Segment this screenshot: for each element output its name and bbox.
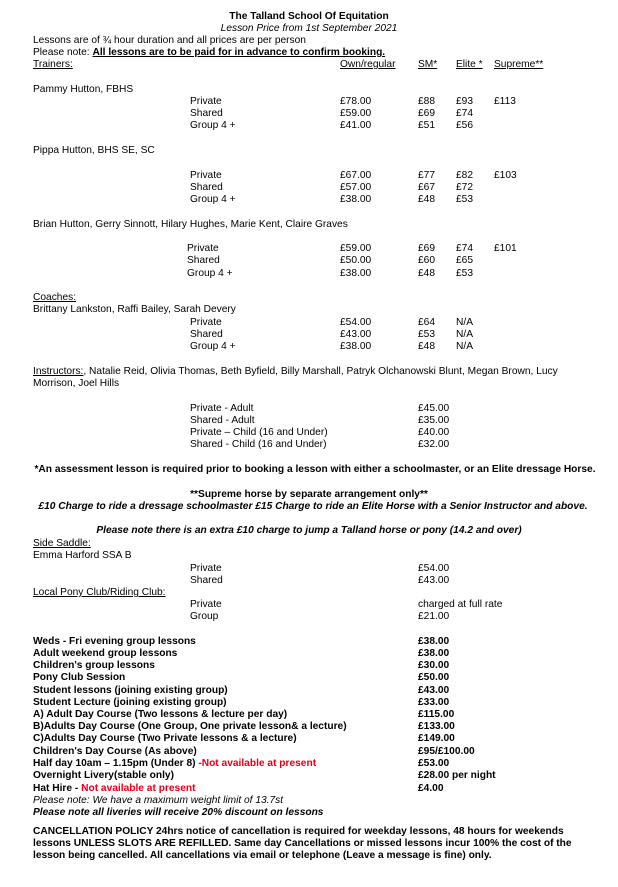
cancellation-policy: CANCELLATION POLICY 24hrs notice of cancellation is required for weekday lessons, 48 hours for weekends lessons UNLESS SLOTS ARE REFILLED. Same day Cancellations or missed lessons incur 100% the cost of the lesson being cancelled. All cancellations via email or telephone (Leave a message is fine) only.: [33, 826, 572, 861]
other-item-row: [33, 758, 316, 770]
price-elite: N/A: [456, 341, 473, 352]
price: charged at full rate: [418, 599, 503, 610]
lesson-type: Private: [190, 96, 222, 107]
price-elite: £53: [456, 268, 473, 279]
other-item-label: Adult weekend group lessons: [33, 648, 178, 659]
price-supreme: £101: [494, 243, 517, 254]
price-sm: £48: [418, 194, 435, 205]
assessment-note: *An assessment lesson is required prior to booking a lesson with either a schoolmaster, or an Elite dressage Horse.: [34, 464, 596, 475]
charges-note: £10 Charge to ride a dressage schoolmaster £15 Charge to ride an Elite Horse with a Senior Instructor and above.: [38, 501, 588, 512]
price-sm: £69: [418, 243, 435, 254]
other-item-price: £95/£100.00: [418, 746, 475, 757]
price-elite: £56: [456, 120, 473, 131]
jump-charge-note: Please note there is an extra £10 charge to jump a Talland horse or pony (14.2 and over): [96, 525, 522, 536]
other-item-label: B)Adults Day Course (One Group, One private lesson& a lecture): [33, 721, 347, 732]
other-item-label: Hat Hire -: [33, 783, 82, 794]
price-sm: £51: [418, 120, 435, 131]
supreme-note: **Supreme horse by separate arrangement only**: [190, 489, 428, 500]
col-own-regular: Own/regular: [340, 59, 396, 70]
other-item-price: £50.00: [418, 672, 450, 683]
price-sm: £48: [418, 268, 435, 279]
price: £45.00: [418, 403, 450, 414]
other-item-label: Children's Day Course (As above): [33, 746, 197, 757]
lesson-type: Group: [190, 611, 219, 622]
lesson-type: Group 4 +: [187, 268, 233, 279]
note-prefix: Please note:: [33, 47, 93, 58]
lesson-type: Group 4 +: [190, 194, 236, 205]
side-saddle-name: Emma Harford SSA B: [33, 550, 132, 561]
other-item-price: £4.00: [418, 783, 444, 794]
advance-payment-note: [33, 47, 385, 59]
lesson-type: Shared - Adult: [190, 415, 255, 426]
other-item-label: Half day 10am – 1.15pm (Under 8): [33, 758, 199, 769]
lesson-type: Group 4 +: [190, 120, 236, 131]
price-own: £67.00: [340, 170, 372, 181]
price: £40.00: [418, 427, 450, 438]
lesson-type: Private: [187, 243, 219, 254]
lesson-type: Shared: [190, 575, 223, 586]
livery-discount-note: Please note all liveries will receive 20% discount on lessons: [33, 807, 324, 818]
other-item-label: A) Adult Day Course (Two lessons & lecture per day): [33, 709, 288, 720]
lesson-type: Private: [190, 170, 222, 181]
lesson-type: Shared: [190, 108, 223, 119]
price: £54.00: [418, 563, 450, 574]
price-sm: £88: [418, 96, 435, 107]
col-sm: SM*: [418, 59, 438, 70]
lesson-type: Private: [190, 563, 222, 574]
other-item-label: Student lessons (joining existing group): [33, 685, 228, 696]
price-elite: N/A: [456, 329, 473, 340]
price-elite: £53: [456, 194, 473, 205]
trainer-name: Pammy Hutton, FBHS: [33, 84, 134, 95]
other-item-price: £53.00: [418, 758, 450, 769]
lesson-type: Private – Child (16 and Under): [190, 427, 328, 438]
lesson-type: Shared: [190, 182, 223, 193]
price-sm: £60: [418, 255, 435, 266]
other-item-price: £38.00: [418, 648, 450, 659]
price-sm: £48: [418, 341, 435, 352]
coaches-heading: Coaches:: [33, 292, 77, 303]
price-sm: £64: [418, 317, 435, 328]
price-elite: £82: [456, 170, 473, 181]
other-item-price: £30.00: [418, 660, 450, 671]
other-item-price: £133.00: [418, 721, 455, 732]
pony-club-heading: Local Pony Club/Riding Club:: [33, 587, 166, 598]
price-own: £38.00: [340, 194, 372, 205]
page-subtitle: Lesson Price from 1st September 2021: [220, 23, 398, 34]
col-supreme: Supreme**: [494, 59, 544, 70]
price-sm: £53: [418, 329, 435, 340]
lesson-type: Private: [190, 599, 222, 610]
price-sm: £77: [418, 170, 435, 181]
other-item-price: £28.00 per night: [418, 770, 496, 781]
price-sm: £67: [418, 182, 435, 193]
instructors-block: [33, 366, 593, 390]
lesson-type: Shared: [187, 255, 220, 266]
price-own: £59.00: [340, 108, 372, 119]
side-saddle-heading: Side Saddle:: [33, 538, 91, 549]
other-item-label: Overnight Livery(stable only): [33, 770, 174, 781]
availability-warning: Not available at present: [81, 783, 196, 794]
intro-text: Lessons are of ¾ hour duration and all prices are per person: [33, 35, 306, 46]
price-sm: £69: [418, 108, 435, 119]
lesson-type: Shared - Child (16 and Under): [190, 439, 327, 450]
price-elite: £74: [456, 108, 473, 119]
other-item-price: £33.00: [418, 697, 450, 708]
price-own: £50.00: [340, 255, 372, 266]
trainer-name: Brian Hutton, Gerry Sinnott, Hilary Hughes, Marie Kent, Claire Graves: [33, 219, 348, 230]
other-item-row: [33, 783, 196, 795]
price-elite: £72: [456, 182, 473, 193]
other-item-price: £149.00: [418, 733, 455, 744]
price-supreme: £113: [494, 96, 516, 107]
coaches-names: Brittany Lankston, Raffi Bailey, Sarah Devery: [33, 304, 236, 315]
col-elite: Elite *: [456, 59, 483, 70]
price-elite: £65: [456, 255, 473, 266]
availability-warning: -Not available at present: [198, 758, 317, 769]
other-item-label: Children's group lessons: [33, 660, 155, 671]
price-own: £78.00: [340, 96, 372, 107]
lesson-type: Shared: [190, 329, 223, 340]
price-own: £59.00: [340, 243, 372, 254]
price-supreme: £103: [494, 170, 517, 181]
price: £32.00: [418, 439, 450, 450]
other-item-price: £115.00: [418, 709, 455, 720]
lesson-type: Group 4 +: [190, 341, 236, 352]
price: £43.00: [418, 575, 450, 586]
instructors-heading: Instructors:: [33, 366, 84, 377]
price-elite: N/A: [456, 317, 473, 328]
price: £35.00: [418, 415, 450, 426]
lesson-type: Private - Adult: [190, 403, 254, 414]
price-own: £54.00: [340, 317, 372, 328]
other-item-label: Student Lecture (joining existing group): [33, 697, 227, 708]
price-elite: £93: [456, 96, 473, 107]
price-own: £57.00: [340, 182, 372, 193]
price: £21.00: [418, 611, 450, 622]
lesson-type: Private: [190, 317, 222, 328]
price-elite: £74: [456, 243, 473, 254]
trainer-name: Pippa Hutton, BHS SE, SC: [33, 145, 155, 156]
price-own: £43.00: [340, 329, 372, 340]
weight-limit-note: Please note: We have a maximum weight limit of 13.7st: [33, 795, 284, 806]
other-item-price: £43.00: [418, 685, 450, 696]
other-item-label: Weds - Fri evening group lessons: [33, 636, 196, 647]
other-item-label: C)Adults Day Course (Two Private lessons & a lecture): [33, 733, 297, 744]
instructors-names: , Natalie Reid, Olivia Thomas, Beth Byfield, Billy Marshall, Patryk Olchanowski Blunt, Megan Brown, Lucy Morrison, Joel Hills: [33, 366, 558, 389]
other-item-price: £38.00: [418, 636, 450, 647]
page-title: The Talland School Of Equitation: [229, 11, 389, 22]
other-item-label: Pony Club Session: [33, 672, 126, 683]
price-own: £38.00: [340, 268, 372, 279]
price-own: £41.00: [340, 120, 372, 131]
price-own: £38.00: [340, 341, 372, 352]
trainers-heading: Trainers:: [33, 59, 73, 70]
note-emphasis: All lessons are to be paid for in advance to confirm booking.: [92, 47, 386, 58]
